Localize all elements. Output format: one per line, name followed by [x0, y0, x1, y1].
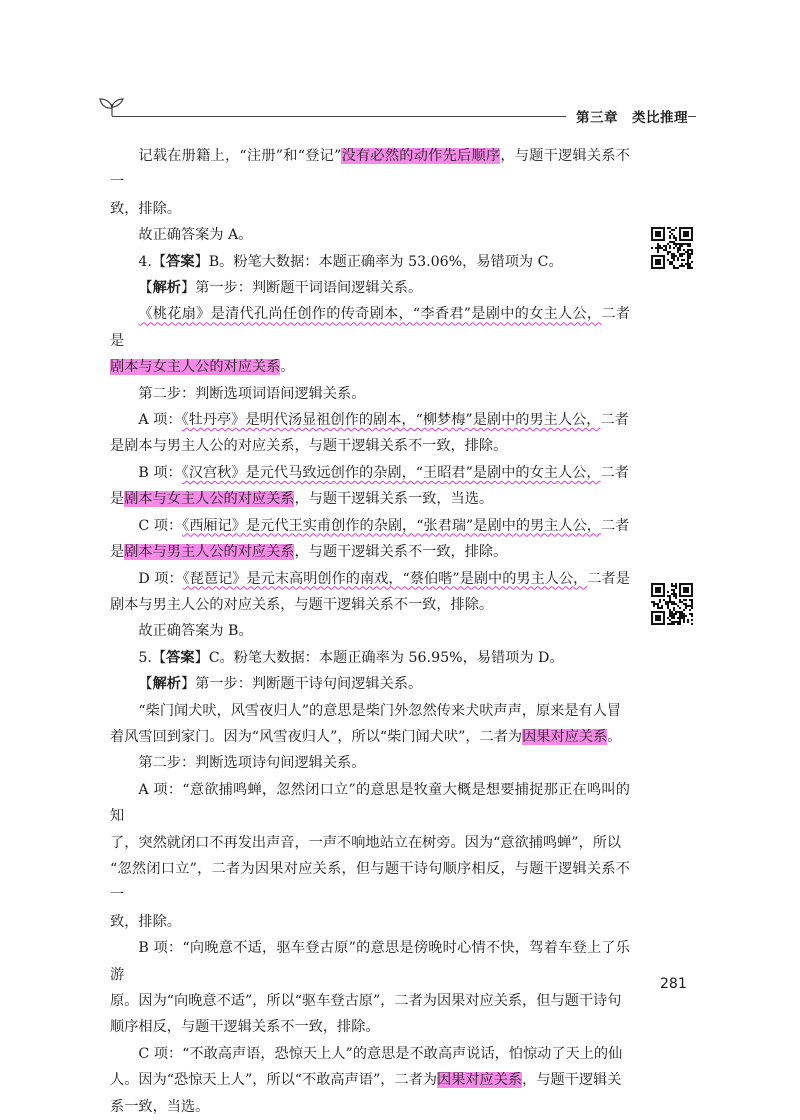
highlighted-phrase: 没有必然的动作先后顺序: [341, 148, 501, 164]
chapter-label: 第三章: [576, 110, 618, 126]
text-run: 】第一步：判断题干词语间逻辑关系。: [180, 280, 423, 297]
text-line: [110, 724, 630, 750]
text-line: [110, 856, 630, 909]
text-line: [110, 143, 630, 196]
text-run: 二者: [601, 517, 630, 534]
answer-explanation-text: [110, 143, 630, 1120]
highlighted-phrase: 剧本与女主人公的对应关系: [124, 491, 295, 508]
text-run: 第二步：判断选项词语间逻辑关系。: [138, 385, 366, 402]
text-run: 】第一步：判断题干诗句间逻辑关系。: [180, 676, 423, 693]
highlighted-phrase: 因果对应关系: [436, 1072, 523, 1089]
text-run: 人。因为“恐惊天上人”，所以“不敢高声语”，二者为: [110, 1072, 437, 1089]
text-run: 着风雪回到家门。因为“风雪夜归人”，所以“柴门闻犬吠”，二者为: [110, 728, 523, 745]
text-run: 二者: [600, 412, 629, 429]
text-line: [110, 1014, 630, 1040]
text-run: 是: [110, 544, 125, 561]
text-run: 原。因为“向晚意不适”，所以“驱车登古原”，二者为因果对应关系，但与题干诗句: [110, 993, 622, 1009]
text-line: [110, 935, 630, 988]
text-run: 】B。粉笔大数据：本题正确率为 53.06%，易错项为 C。: [194, 253, 563, 270]
text-run: 二者: [600, 464, 629, 481]
text-run: 系一致，当选。: [110, 1098, 210, 1115]
text-run: ，与题干逻辑关系不一: [110, 148, 630, 191]
text-run: 记载在册籍上，“注册”和“登记”: [138, 148, 342, 164]
text-run: 是: [110, 491, 125, 508]
highlighted-phrase: 因果对应关系: [522, 728, 608, 745]
text-line: [110, 698, 630, 724]
text-line: [110, 909, 630, 935]
text-run: 。: [607, 728, 622, 745]
underlined-phrase: 《琵琶记》是元末高明创作的南戏，“蔡伯喈”是剧中的男主人公，: [182, 570, 588, 587]
text-line: [110, 301, 630, 354]
text-run: 故正确答案为 A。: [138, 227, 253, 244]
text-run: 。: [280, 359, 295, 376]
text-run: ，与题干逻辑关: [522, 1072, 622, 1089]
text-run: 【: [138, 280, 153, 297]
text-run: 剧本与男主人公的对应关系，与题干逻辑关系不一致，排除。: [110, 596, 494, 613]
highlighted-phrase: 剧本与女主人公的对应关系: [110, 359, 281, 376]
text-run: 二者是: [587, 570, 630, 587]
text-run: A 项：: [138, 412, 182, 429]
text-line: [110, 381, 630, 407]
text-line: [110, 196, 630, 222]
text-run: 是剧本与男主人公的对应关系，与题干逻辑关系不一致，排除。: [110, 438, 508, 455]
bold-label: 解析: [152, 676, 181, 693]
text-line: [110, 460, 630, 486]
text-line: [110, 249, 630, 275]
chapter-title: 类比推理: [632, 110, 688, 126]
qr-code-question-5[interactable]: [651, 583, 693, 625]
text-line: [110, 671, 630, 697]
text-run: B 项：: [138, 464, 182, 481]
qr-code-question-4[interactable]: [651, 227, 693, 269]
text-run: 故正确答案为 B。: [138, 623, 253, 640]
text-run: 【: [138, 676, 153, 693]
text-run: “柴门闻犬吠，风雪夜归人”的意思是柴门外忽然传来犬吠声声，原来是有人冒: [138, 702, 622, 719]
leaf-icon: [98, 96, 126, 118]
text-line: [110, 618, 630, 644]
page-number: 281: [660, 976, 687, 992]
highlighted-phrase: 剧本与男主人公的对应关系: [124, 544, 295, 561]
text-line: [110, 645, 630, 671]
text-line: [110, 513, 630, 539]
bold-label: 解析: [152, 280, 181, 297]
underlined-phrase: 《牡丹亭》是明代汤显祖创作的剧本，“柳梦梅”是剧中的男主人公，: [181, 412, 601, 429]
running-header: [566, 106, 688, 126]
text-line: [110, 433, 630, 459]
text-run: 二者是: [110, 306, 630, 349]
bold-label: 答案: [166, 649, 195, 666]
text-run: C 项：: [138, 517, 183, 534]
text-line: [110, 354, 630, 380]
text-run: 了，突然就闭口不再发出声音，一声不响地站立在树旁。因为“意欲捕鸣蝉”，所以: [110, 834, 622, 851]
text-run: 致，排除。: [110, 913, 181, 930]
text-run: D 项：: [138, 570, 183, 587]
text-run: 5.【: [138, 649, 167, 666]
underlined-phrase: 《西厢记》是元代王实甫创作的杂剧，“张君瑞”是剧中的男主人公，: [182, 517, 601, 534]
text-run: 】C。粉笔大数据：本题正确率为 56.95%，易错项为 D。: [194, 649, 564, 666]
text-run: 致，排除。: [110, 200, 181, 217]
text-run: “忽然闭口立”，二者为因果对应关系，但与题干诗句顺序相反，与题干逻辑关系不一: [110, 860, 630, 904]
underlined-phrase: 《汉宫秋》是元代马致远创作的杂剧，“王昭君”是剧中的女主人公，: [181, 464, 601, 481]
text-line: [110, 1041, 630, 1067]
text-line: [110, 988, 630, 1014]
text-line: [110, 566, 630, 592]
text-line: [110, 592, 630, 618]
text-line: [110, 1094, 630, 1120]
text-run: B 项：“向晚意不适，驱车登古原”的意思是傍晚时心情不快，驾着车登上了乐游: [110, 940, 630, 983]
text-line: [110, 750, 630, 776]
text-run: C 项：“不敢高声语，恐惊天上人”的意思是不敢高声说话，怕惊动了天上的仙: [138, 1045, 623, 1062]
text-run: 顺序相反，与题干逻辑关系不一致，排除。: [110, 1019, 380, 1036]
bold-label: 答案: [166, 253, 195, 270]
text-line: [110, 486, 630, 512]
text-run: 4.【: [138, 253, 167, 270]
text-line: [110, 539, 630, 565]
text-run: ，与题干逻辑关系不一致，排除。: [294, 544, 508, 561]
text-line: [110, 222, 630, 248]
text-line: [110, 275, 630, 301]
text-run: A 项：“意欲捕鸣蝉，忽然闭口立”的意思是牧童大概是想要捕捉那正在鸣叫的知: [110, 781, 630, 825]
text-line: [110, 1067, 630, 1093]
text-line: [110, 830, 630, 856]
text-line: [110, 777, 630, 830]
text-run: ，与题干逻辑关系一致，当选。: [294, 491, 494, 508]
underlined-phrase: 《桃花扇》是清代孔尚任创作的传奇剧本，“李香君”是剧中的女主人公，: [138, 306, 602, 323]
text-line: [110, 407, 630, 433]
text-run: 第二步：判断选项诗句间逻辑关系。: [138, 755, 366, 772]
